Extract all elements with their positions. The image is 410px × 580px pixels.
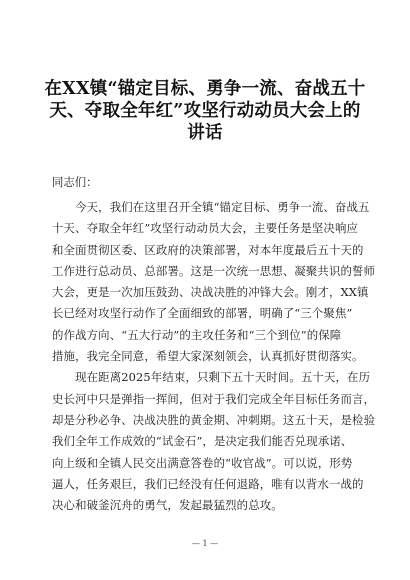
paragraph-line: 向上级和全镇人民交出满意答卷的“收官战”。可以说，形势: [52, 455, 353, 470]
paragraph-line: 的作战方向、“五大行动”的主攻任务和“三个到位”的保障: [52, 327, 342, 342]
paragraph-line: 今天，我们在这里召开全镇“锚定目标、勇争一流、奋战五: [52, 200, 370, 214]
paragraph-line: 十天、夺取全年红”攻坚行动动员大会，主要任务是坚决响应: [52, 221, 359, 236]
paragraph-line: 措施，我完全同意，希望大家深刻领会，认真抓好贯彻落实。: [52, 349, 364, 364]
page-number: — 1 —: [191, 539, 219, 548]
paragraph-line: 逼人，任务艰巨，我们已经没有任何退路，唯有以背水一战的: [52, 476, 364, 491]
paragraph-line: 我们全年工作成效的“试金石”，是决定我们能否兑现承诺、: [52, 434, 353, 449]
paragraph-line: 和全面贯彻区委、区政府的决策部署，对本年度最后五十天的: [52, 242, 364, 257]
title-line: 在XX镇“锚定目标、勇争一流、奋战五十: [44, 79, 366, 99]
paragraph-line: 却是分秒必争、决战决胜的黄金期、冲刺期。这五十天，是检验: [52, 412, 376, 427]
paragraph-line: 工作进行总动员、总部署。这是一次统一思想、凝聚共识的誓师: [52, 263, 376, 278]
paragraph-line: 决心和破釜沉舟的勇气，发起最猛烈的总攻。: [52, 498, 283, 513]
paragraph-line: 长已经对攻坚行动作了全面细致的部署，明确了“三个聚焦”: [52, 306, 353, 321]
paragraph: [52, 197, 376, 367]
paragraph-line: 史长河中只是弹指一挥间，但对于我们完成全年目标任务而言，: [52, 391, 376, 406]
document-title: [40, 78, 370, 144]
salutation: 同志们：: [52, 175, 98, 189]
paragraph-line: 现在距离2025年结束，只剩下五十天时间。五十天，在历: [52, 370, 371, 385]
title-line: 讲话: [187, 123, 223, 143]
paragraph-line: 大会，更是一次加压鼓劲、决战决胜的冲锋大会。刚才，XX镇: [52, 285, 369, 300]
document-body: [52, 197, 376, 516]
paragraph: [52, 367, 376, 516]
title-line: 天、夺取全年红”攻坚行动动员大会上的: [49, 101, 361, 121]
